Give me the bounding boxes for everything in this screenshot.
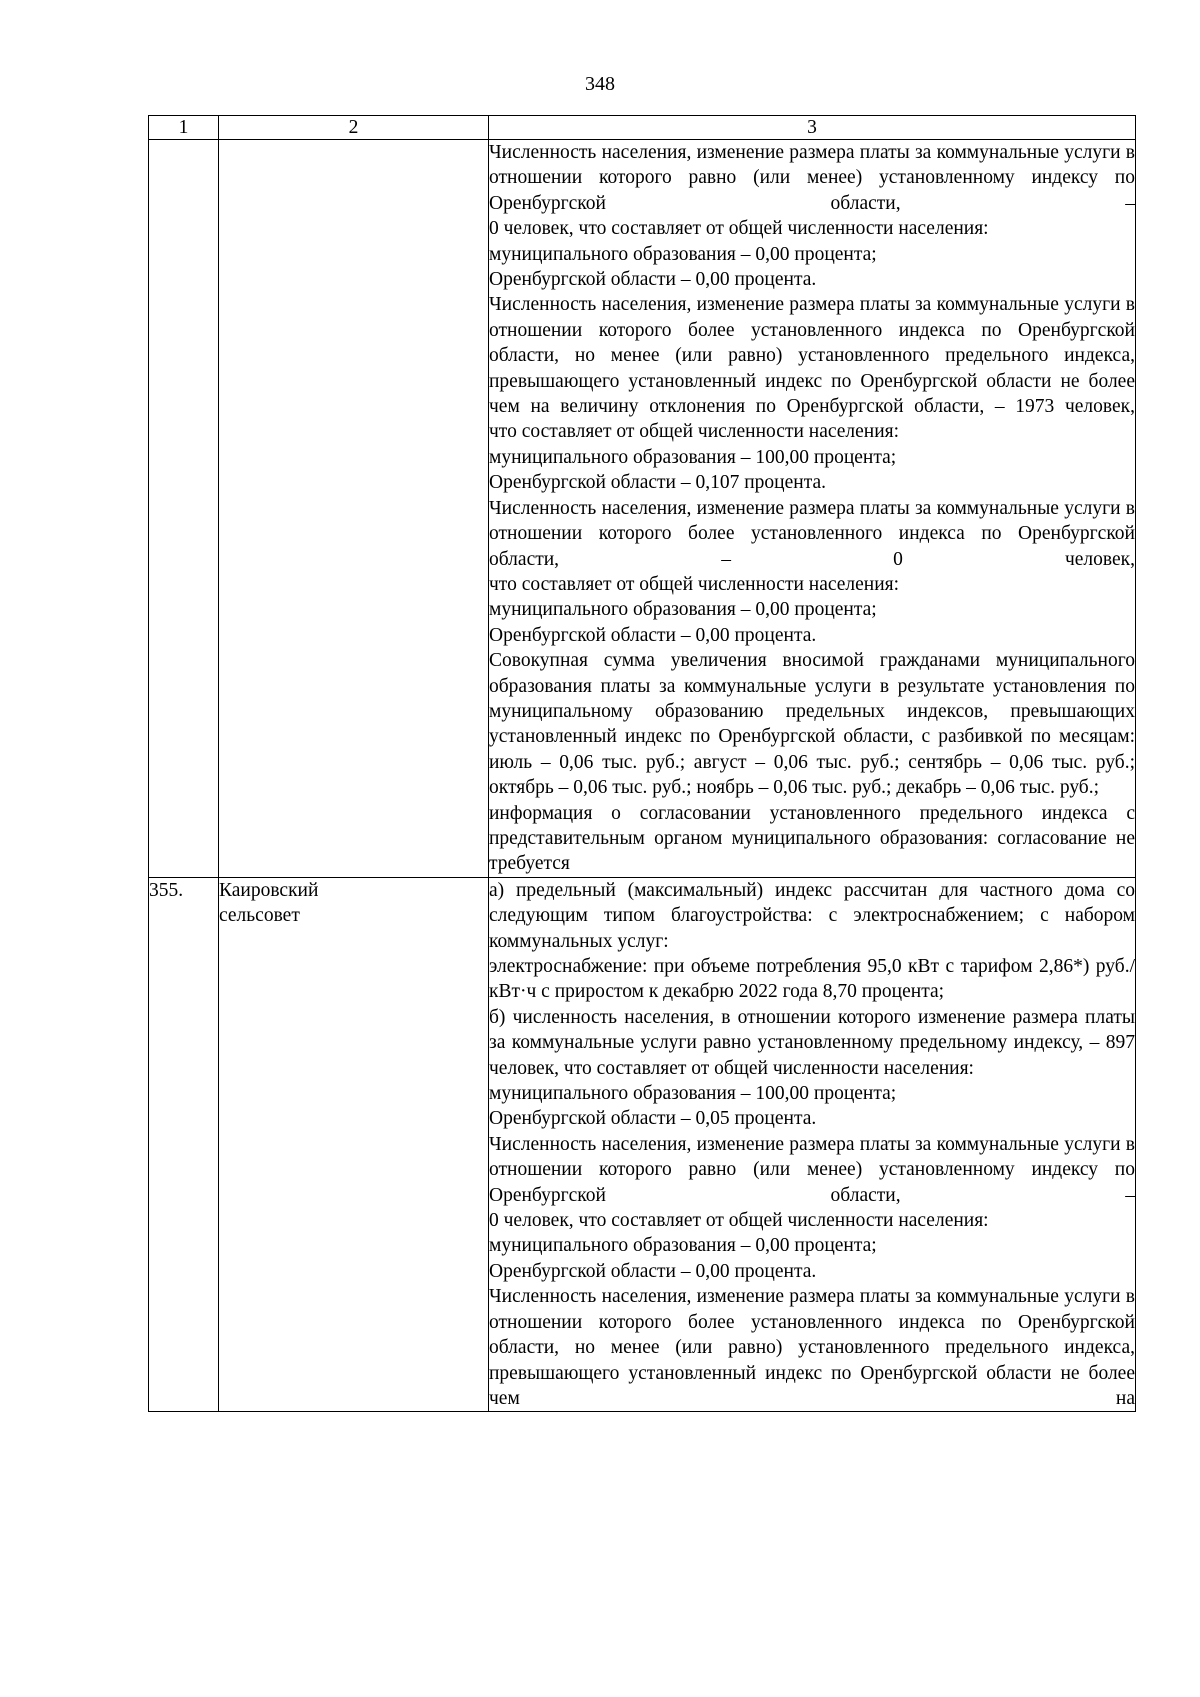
description-paragraph: Численность населения, изменение размера платы за коммунальные услуги в отношении которого равно (или менее) установленному индексу по Оренбургской области, – xyxy=(489,1133,1135,1206)
column-header-3: 3 xyxy=(489,116,1136,140)
description-paragraph: Оренбургской области – 0,00 процента. xyxy=(489,269,817,291)
description-paragraph: 0 человек, что составляет от общей численности населения: xyxy=(489,218,989,240)
municipality-name-line: сельсовет xyxy=(219,905,300,927)
table-row xyxy=(149,877,1136,1412)
description-cell xyxy=(489,140,1136,878)
description-paragraph: муниципального образования – 100,00 процента; xyxy=(489,446,897,468)
row-number-cell xyxy=(149,877,219,1412)
description-paragraph: Совокупная сумма увеличения вносимой гражданами муниципального образования платы за коммунальные услуги в результате установления по муниципальному образованию предельных индексов, превышающих установленный индекс по Оренбургской области, с разбивкой по месяцам: июль – 0,06 тыс. руб.; август – 0,06 тыс. руб.; сентябрь – 0,06 тыс. руб.; октябрь – 0,06 тыс. руб.; ноябрь – 0,06 тыс. руб.; декабрь – 0,06 тыс. руб.; xyxy=(489,650,1135,799)
description-paragraph: Численность населения, изменение размера платы за коммунальные услуги в отношении которого более установленного индекса по Оренбургской области, но менее (или равно) установленного предельного индекса, превышающего установленный индекс по Оренбургской области не более чем на величину отклонения по Оренбургской области, – 1973 человек, xyxy=(489,294,1135,418)
table-row xyxy=(149,140,1136,878)
municipality-name-line: Каировский xyxy=(219,879,319,901)
description-paragraph: муниципального образования – 0,00 процента; xyxy=(489,1235,877,1257)
row-number: 355. xyxy=(149,879,184,901)
table-header-row xyxy=(149,116,1136,140)
description-paragraph: что составляет от общей численности населения: xyxy=(489,421,900,443)
description-paragraph: муниципального образования – 0,00 процента; xyxy=(489,599,877,621)
description-paragraph: информация о согласовании установленного предельного индекса с представительным органом муниципального образования: согласование не требуется xyxy=(489,802,1135,875)
row-number-cell xyxy=(149,140,219,878)
description-paragraph: муниципального образования – 0,00 процента; xyxy=(489,243,877,265)
description-paragraph: Оренбургской области – 0,00 процента. xyxy=(489,624,817,646)
document-table xyxy=(148,115,1136,1412)
municipality-name-cell xyxy=(219,877,489,1412)
description-paragraph: б) численность населения, в отношении которого изменение размера платы за коммунальные услуги равно установленному предельному индексу, – 897 человек, что составляет от общей численности населения: xyxy=(489,1006,1135,1079)
column-header-2: 2 xyxy=(219,116,489,140)
description-paragraph: Оренбургской области – 0,107 процента. xyxy=(489,472,826,494)
description-paragraph: Численность населения, изменение размера платы за коммунальные услуги в отношении которого равно (или менее) установленному индексу по Оренбургской области, – xyxy=(489,142,1135,214)
description-paragraph: Численность населения, изменение размера платы за коммунальные услуги в отношении которого более установленного индекса по Оренбургской области, – 0 человек, xyxy=(489,497,1135,570)
description-paragraph: Оренбургской области – 0,00 процента. xyxy=(489,1260,817,1282)
column-header-1: 1 xyxy=(149,116,219,140)
description-paragraph: Численность населения, изменение размера платы за коммунальные услуги в отношении которого более установленного индекса по Оренбургской области, но менее (или равно) установленного предельного индекса, превышающего установленный индекс по Оренбургской области не более чем на xyxy=(489,1286,1135,1409)
description-paragraph: а) предельный (максимальный) индекс рассчитан для частного дома со следующим типом благоустройства: с электроснабжением; с набором коммунальных услуг: xyxy=(489,879,1135,952)
description-paragraph: 0 человек, что составляет от общей численности населения: xyxy=(489,1210,989,1232)
description-cell xyxy=(489,877,1136,1412)
municipality-name-cell xyxy=(219,140,489,878)
page-number: 348 xyxy=(585,73,615,95)
description-paragraph: муниципального образования – 100,00 процента; xyxy=(489,1083,897,1105)
description-paragraph: что составляет от общей численности населения: xyxy=(489,573,900,595)
description-paragraph: Оренбургской области – 0,05 процента. xyxy=(489,1108,817,1130)
description-paragraph: электроснабжение: при объеме потребления 95,0 кВт с тарифом 2,86*) руб./кВт·ч с приростом к декабрю 2022 года 8,70 процента; xyxy=(489,956,1135,1003)
table-body xyxy=(149,140,1136,1412)
